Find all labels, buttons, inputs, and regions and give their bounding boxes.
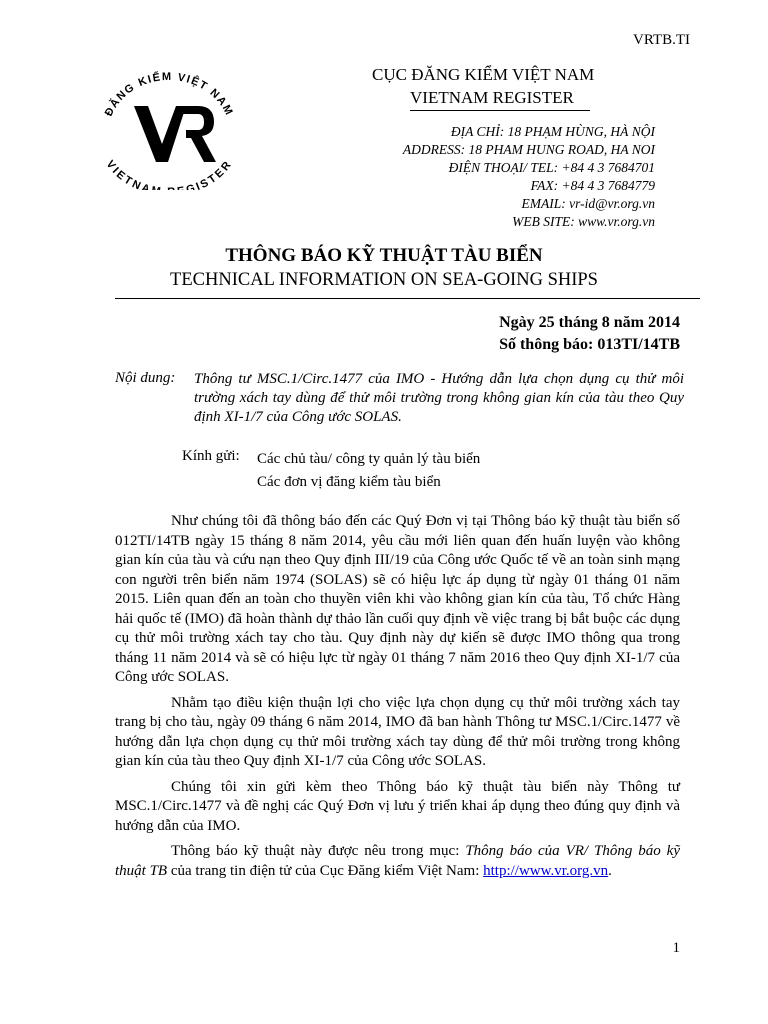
svg-text:VIETNAM REGISTER: [104, 158, 235, 190]
recipient-item: Các chủ tàu/ công ty quản lý tàu biển: [257, 451, 481, 467]
page-number: 1: [672, 940, 680, 956]
contact-fax: FAX: +84 4 3 7684779: [530, 178, 655, 193]
title-en: TECHNICAL INFORMATION ON SEA-GOING SHIPS: [170, 270, 598, 290]
logo-ring-text-bottom: VIETNA GISTER: [103, 158, 235, 190]
body-text: [115, 512, 680, 887]
org-name-en: VIETNAM REGISTER: [410, 88, 590, 111]
body-paragraph-1: Như chúng tôi đã thông báo đến các Quý Đơn vị tại Thông báo kỹ thuật tàu biển số 012TI/14TB ngày 15 tháng 8 năm 2014, yêu cầu mới liên quan đến huấn luyện vào không gian kín của tàu và cứu nạn theo Quy định III/19 của Công ước Quốc tế về an toàn sinh mạng con người trên biển năm 1974 (SOLAS) sẽ có hiệu lực áp dụng từ ngày 01 tháng 01 năm 2015. Liên quan đến an toàn cho thuyền viên khi vào không gian kín của tàu, Tổ chức Hàng hải quốc tế (IMO) đã hoàn thành dự thảo lần cuối quy định về việc trang bị bắt buộc các dụng cụ thử môi trường xách tay cho tàu. Quy định này dự kiến sẽ được IMO thông qua trong tháng 11 năm 2014 và sẽ có hiệu lực từ ngày 01 tháng 7 năm 2016 theo Quy định XI-1/7 của Công ước SOLAS.: [115, 513, 680, 685]
title-vn: THÔNG BÁO KỸ THUẬT TÀU BIỂN: [225, 245, 543, 266]
contact-website: WEB SITE: www.vr.org.vn: [512, 214, 655, 229]
logo-mark-text: VR: [164, 174, 174, 180]
body-paragraph-4: Thông báo kỹ thuật này được nêu trong mục: Thông báo của VR/ Thông báo kỹ thuật TB của trang tin điện tử của Cục Đăng kiểm Việt Nam: http://www.vr.org.vn.: [115, 843, 680, 879]
org-name-vn: CỤC ĐĂNG KIỂM VIỆT NAM: [372, 65, 595, 84]
header-divider: [115, 298, 700, 299]
logo-ring-text-top: ĐĂNG KIỂM VIỆT NAM: [102, 70, 236, 119]
body-paragraph-3: Chúng tôi xin gửi kèm theo Thông báo kỹ thuật tàu biển này Thông tư MSC.1/Circ.1477 và đề nghị các Quý Đơn vị lưu ý triển khai áp dụng theo đúng quy định và hướng dẫn của IMO.: [115, 778, 680, 834]
recipient-item: Các đơn vị đăng kiểm tàu biển: [257, 474, 441, 490]
subject-label: Nội dung:: [115, 370, 176, 386]
notice-date: Ngày 25 tháng 8 năm 2014: [499, 314, 680, 331]
contact-email: EMAIL: vr-id@vr.org.vn: [521, 196, 655, 211]
recipients-label: Kính gửi:: [182, 448, 240, 464]
document-ref-code: VRTB.TI: [632, 32, 690, 48]
subject-text: Thông tư MSC.1/Circ.1477 của IMO - Hướng dẫn lựa chọn dụng cụ thử môi trường xách tay dùng để thử môi trường trong không gian kín của tàu theo Quy định XI-1/7 của Công ước SOLAS.: [194, 371, 684, 425]
vietnam-register-logo: [94, 70, 244, 190]
logo-vr-mark: [134, 106, 216, 162]
contact-address-vn: ĐỊA CHỈ: 18 PHẠM HÙNG, HÀ NỘI: [450, 124, 655, 139]
contact-address-en: ADDRESS: 18 PHAM HUNG ROAD, HA NOI: [402, 142, 655, 157]
body-paragraph-2: Nhằm tạo điều kiện thuận lợi cho việc lựa chọn dụng cụ thử môi trường xách tay trang bị cho tàu, ngày 09 tháng 6 năm 2014, IMO đã ban hành Thông tư MSC.1/Circ.1477 về hướng dẫn lựa chọn dụng cụ thử môi trường xách tay dùng để thử môi trường trong không gian kín của tàu theo Quy định XI-1/7 của Công ước SOLAS.: [115, 694, 680, 769]
contact-block: [355, 123, 655, 231]
website-link[interactable]: http://www.vr.org.vn: [483, 862, 609, 879]
contact-tel: ĐIỆN THOẠI/ TEL: +84 4 3 7684701: [448, 160, 655, 175]
notice-number: Số thông báo: 013TI/14TB: [499, 336, 680, 353]
svg-text:ĐĂNG KIỂM VIỆT NAM: [103, 70, 235, 118]
recipients-list: [257, 448, 480, 494]
